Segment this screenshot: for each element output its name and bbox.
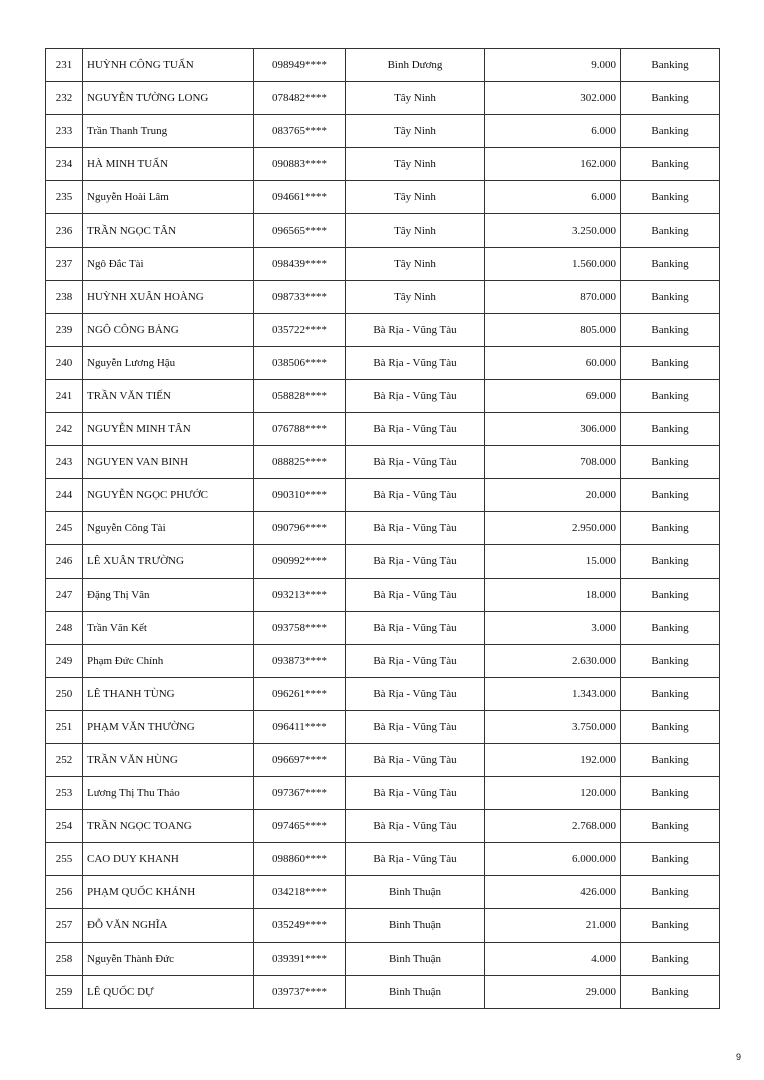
payment-method-cell: Banking: [621, 115, 720, 148]
donor-name-cell: Trần Văn Kết: [83, 611, 254, 644]
table-row: [46, 181, 720, 214]
payment-method-cell: Banking: [621, 843, 720, 876]
row-number-cell: 254: [46, 810, 83, 843]
row-number-cell: 248: [46, 611, 83, 644]
row-number-cell: 255: [46, 843, 83, 876]
donor-name-cell: PHẠM QUỐC KHÁNH: [83, 876, 254, 909]
phone-number-cell: 097465****: [254, 810, 346, 843]
payment-method-cell: Banking: [621, 49, 720, 82]
row-number-cell: 249: [46, 644, 83, 677]
donor-name-cell: HUỲNH XUÂN HOÀNG: [83, 280, 254, 313]
phone-number-cell: 039737****: [254, 975, 346, 1008]
donor-table: [45, 48, 720, 1009]
row-number-cell: 245: [46, 512, 83, 545]
phone-number-cell: 096261****: [254, 677, 346, 710]
donor-name-cell: TRẦN NGỌC TÂN: [83, 214, 254, 247]
donor-name-cell: TRẦN VĂN TIẾN: [83, 379, 254, 412]
amount-cell: 4.000: [485, 942, 621, 975]
province-cell: Tây Ninh: [346, 214, 485, 247]
province-cell: Bà Rịa - Vũng Tàu: [346, 810, 485, 843]
province-cell: Tây Ninh: [346, 181, 485, 214]
province-cell: Bình Thuận: [346, 909, 485, 942]
donor-name-cell: LÊ THANH TÙNG: [83, 677, 254, 710]
table-row: [46, 611, 720, 644]
row-number-cell: 241: [46, 379, 83, 412]
donor-name-cell: Đặng Thị Vân: [83, 578, 254, 611]
phone-number-cell: 098949****: [254, 49, 346, 82]
donor-name-cell: Nguyễn Thành Đức: [83, 942, 254, 975]
amount-cell: 60.000: [485, 346, 621, 379]
row-number-cell: 237: [46, 247, 83, 280]
phone-number-cell: 058828****: [254, 379, 346, 412]
payment-method-cell: Banking: [621, 446, 720, 479]
donor-name-cell: LÊ QUỐC DỰ: [83, 975, 254, 1008]
amount-cell: 6.000: [485, 181, 621, 214]
donor-name-cell: CAO DUY KHANH: [83, 843, 254, 876]
payment-method-cell: Banking: [621, 214, 720, 247]
amount-cell: 192.000: [485, 743, 621, 776]
row-number-cell: 233: [46, 115, 83, 148]
donor-name-cell: Phạm Đức Chính: [83, 644, 254, 677]
payment-method-cell: Banking: [621, 181, 720, 214]
province-cell: Bà Rịa - Vũng Tàu: [346, 313, 485, 346]
payment-method-cell: Banking: [621, 413, 720, 446]
amount-cell: 3.750.000: [485, 710, 621, 743]
row-number-cell: 257: [46, 909, 83, 942]
payment-method-cell: Banking: [621, 280, 720, 313]
province-cell: Bà Rịa - Vũng Tàu: [346, 346, 485, 379]
amount-cell: 1.560.000: [485, 247, 621, 280]
table-row: [46, 346, 720, 379]
phone-number-cell: 090992****: [254, 545, 346, 578]
province-cell: Bà Rịa - Vũng Tàu: [346, 413, 485, 446]
amount-cell: 426.000: [485, 876, 621, 909]
payment-method-cell: Banking: [621, 975, 720, 1008]
phone-number-cell: 039391****: [254, 942, 346, 975]
table-row: [46, 876, 720, 909]
amount-cell: 805.000: [485, 313, 621, 346]
amount-cell: 2.630.000: [485, 644, 621, 677]
payment-method-cell: Banking: [621, 644, 720, 677]
province-cell: Bình Dương: [346, 49, 485, 82]
table-row: [46, 379, 720, 412]
amount-cell: 3.000: [485, 611, 621, 644]
phone-number-cell: 094661****: [254, 181, 346, 214]
province-cell: Bà Rịa - Vũng Tàu: [346, 644, 485, 677]
donor-name-cell: PHẠM VĂN THƯỜNG: [83, 710, 254, 743]
amount-cell: 1.343.000: [485, 677, 621, 710]
payment-method-cell: Banking: [621, 710, 720, 743]
phone-number-cell: 093873****: [254, 644, 346, 677]
table-row: [46, 247, 720, 280]
province-cell: Tây Ninh: [346, 115, 485, 148]
page-number: 9: [736, 1052, 742, 1062]
province-cell: Bình Thuận: [346, 942, 485, 975]
donor-name-cell: TRẦN NGỌC TOANG: [83, 810, 254, 843]
donor-name-cell: TRẦN VĂN HÙNG: [83, 743, 254, 776]
table-row: [46, 743, 720, 776]
province-cell: Bà Rịa - Vũng Tàu: [346, 777, 485, 810]
amount-cell: 6.000.000: [485, 843, 621, 876]
row-number-cell: 236: [46, 214, 83, 247]
amount-cell: 20.000: [485, 479, 621, 512]
payment-method-cell: Banking: [621, 810, 720, 843]
phone-number-cell: 098860****: [254, 843, 346, 876]
province-cell: Tây Ninh: [346, 247, 485, 280]
table-row: [46, 677, 720, 710]
table-row: [46, 710, 720, 743]
province-cell: Bà Rịa - Vũng Tàu: [346, 379, 485, 412]
amount-cell: 306.000: [485, 413, 621, 446]
donor-name-cell: NGUYỄN TƯỜNG LONG: [83, 82, 254, 115]
table-row: [46, 413, 720, 446]
row-number-cell: 234: [46, 148, 83, 181]
row-number-cell: 231: [46, 49, 83, 82]
row-number-cell: 243: [46, 446, 83, 479]
amount-cell: 69.000: [485, 379, 621, 412]
row-number-cell: 258: [46, 942, 83, 975]
phone-number-cell: 097367****: [254, 777, 346, 810]
table-row: [46, 644, 720, 677]
table-row: [46, 578, 720, 611]
phone-number-cell: 035249****: [254, 909, 346, 942]
donor-name-cell: Ngô Đắc Tài: [83, 247, 254, 280]
table-row: [46, 942, 720, 975]
payment-method-cell: Banking: [621, 777, 720, 810]
amount-cell: 6.000: [485, 115, 621, 148]
row-number-cell: 259: [46, 975, 83, 1008]
payment-method-cell: Banking: [621, 346, 720, 379]
payment-method-cell: Banking: [621, 942, 720, 975]
row-number-cell: 240: [46, 346, 83, 379]
phone-number-cell: 090310****: [254, 479, 346, 512]
phone-number-cell: 090796****: [254, 512, 346, 545]
table-row: [46, 313, 720, 346]
province-cell: Tây Ninh: [346, 280, 485, 313]
payment-method-cell: Banking: [621, 148, 720, 181]
province-cell: Bà Rịa - Vũng Tàu: [346, 743, 485, 776]
phone-number-cell: 093213****: [254, 578, 346, 611]
table-row: [46, 214, 720, 247]
row-number-cell: 242: [46, 413, 83, 446]
row-number-cell: 252: [46, 743, 83, 776]
amount-cell: 2.768.000: [485, 810, 621, 843]
phone-number-cell: 088825****: [254, 446, 346, 479]
row-number-cell: 239: [46, 313, 83, 346]
amount-cell: 21.000: [485, 909, 621, 942]
donor-name-cell: NGÔ CÔNG BẢNG: [83, 313, 254, 346]
amount-cell: 708.000: [485, 446, 621, 479]
province-cell: Bà Rịa - Vũng Tàu: [346, 677, 485, 710]
table-row: [46, 909, 720, 942]
payment-method-cell: Banking: [621, 82, 720, 115]
table-row: [46, 777, 720, 810]
table-row: [46, 49, 720, 82]
province-cell: Bà Rịa - Vũng Tàu: [346, 512, 485, 545]
donor-name-cell: Nguyễn Lương Hậu: [83, 346, 254, 379]
payment-method-cell: Banking: [621, 545, 720, 578]
table-row: [46, 512, 720, 545]
donor-name-cell: Nguyễn Công Tài: [83, 512, 254, 545]
amount-cell: 870.000: [485, 280, 621, 313]
table-row: [46, 545, 720, 578]
payment-method-cell: Banking: [621, 313, 720, 346]
phone-number-cell: 098439****: [254, 247, 346, 280]
row-number-cell: 244: [46, 479, 83, 512]
province-cell: Bà Rịa - Vũng Tàu: [346, 479, 485, 512]
amount-cell: 2.950.000: [485, 512, 621, 545]
phone-number-cell: 096411****: [254, 710, 346, 743]
province-cell: Bà Rịa - Vũng Tàu: [346, 446, 485, 479]
province-cell: Bình Thuận: [346, 975, 485, 1008]
table-row: [46, 810, 720, 843]
donor-name-cell: NGUYEN VAN BINH: [83, 446, 254, 479]
phone-number-cell: 083765****: [254, 115, 346, 148]
amount-cell: 120.000: [485, 777, 621, 810]
amount-cell: 302.000: [485, 82, 621, 115]
phone-number-cell: 096565****: [254, 214, 346, 247]
phone-number-cell: 093758****: [254, 611, 346, 644]
payment-method-cell: Banking: [621, 611, 720, 644]
donor-name-cell: Trần Thanh Trung: [83, 115, 254, 148]
donor-name-cell: NGUYỄN MINH TÂN: [83, 413, 254, 446]
table-row: [46, 446, 720, 479]
table-row: [46, 148, 720, 181]
payment-method-cell: Banking: [621, 379, 720, 412]
amount-cell: 29.000: [485, 975, 621, 1008]
donor-name-cell: LÊ XUÂN TRƯỜNG: [83, 545, 254, 578]
donor-name-cell: Nguyễn Hoài Lâm: [83, 181, 254, 214]
row-number-cell: 250: [46, 677, 83, 710]
row-number-cell: 256: [46, 876, 83, 909]
province-cell: Bình Thuận: [346, 876, 485, 909]
payment-method-cell: Banking: [621, 876, 720, 909]
row-number-cell: 232: [46, 82, 83, 115]
province-cell: Tây Ninh: [346, 82, 485, 115]
payment-method-cell: Banking: [621, 743, 720, 776]
phone-number-cell: 038506****: [254, 346, 346, 379]
table-row: [46, 280, 720, 313]
table-row: [46, 479, 720, 512]
table-row: [46, 115, 720, 148]
phone-number-cell: 076788****: [254, 413, 346, 446]
donor-table-body: [46, 49, 720, 1009]
amount-cell: 15.000: [485, 545, 621, 578]
table-row: [46, 975, 720, 1008]
province-cell: Tây Ninh: [346, 148, 485, 181]
phone-number-cell: 098733****: [254, 280, 346, 313]
province-cell: Bà Rịa - Vũng Tàu: [346, 578, 485, 611]
row-number-cell: 246: [46, 545, 83, 578]
row-number-cell: 238: [46, 280, 83, 313]
row-number-cell: 247: [46, 578, 83, 611]
amount-cell: 18.000: [485, 578, 621, 611]
table-row: [46, 82, 720, 115]
donor-name-cell: ĐỖ VĂN NGHĨA: [83, 909, 254, 942]
payment-method-cell: Banking: [621, 247, 720, 280]
province-cell: Bà Rịa - Vũng Tàu: [346, 710, 485, 743]
phone-number-cell: 034218****: [254, 876, 346, 909]
row-number-cell: 235: [46, 181, 83, 214]
phone-number-cell: 035722****: [254, 313, 346, 346]
donor-name-cell: HÀ MINH TUẤN: [83, 148, 254, 181]
payment-method-cell: Banking: [621, 578, 720, 611]
table-row: [46, 843, 720, 876]
row-number-cell: 251: [46, 710, 83, 743]
province-cell: Bà Rịa - Vũng Tàu: [346, 843, 485, 876]
amount-cell: 9.000: [485, 49, 621, 82]
phone-number-cell: 096697****: [254, 743, 346, 776]
payment-method-cell: Banking: [621, 677, 720, 710]
payment-method-cell: Banking: [621, 512, 720, 545]
phone-number-cell: 078482****: [254, 82, 346, 115]
amount-cell: 3.250.000: [485, 214, 621, 247]
donor-name-cell: NGUYỄN NGỌC PHƯỚC: [83, 479, 254, 512]
phone-number-cell: 090883****: [254, 148, 346, 181]
payment-method-cell: Banking: [621, 479, 720, 512]
amount-cell: 162.000: [485, 148, 621, 181]
payment-method-cell: Banking: [621, 909, 720, 942]
donor-name-cell: HUỲNH CÔNG TUẤN: [83, 49, 254, 82]
province-cell: Bà Rịa - Vũng Tàu: [346, 611, 485, 644]
province-cell: Bà Rịa - Vũng Tàu: [346, 545, 485, 578]
donor-name-cell: Lương Thị Thu Thảo: [83, 777, 254, 810]
row-number-cell: 253: [46, 777, 83, 810]
